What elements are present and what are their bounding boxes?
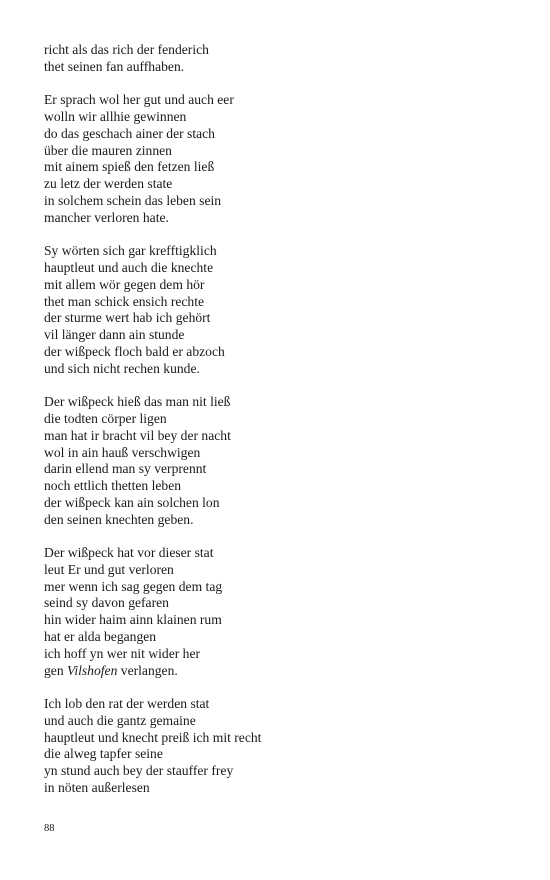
poem-line: thet seinen fan auffhaben. — [44, 58, 185, 74]
poem-line-vilshofen — [44, 663, 514, 680]
poem-line: und auch die gantz gemaine — [44, 712, 196, 728]
poem-line: man hat ir bracht vil bey der nacht — [44, 427, 231, 443]
poem-line: mit ainem spieß den fetzen ließ — [44, 159, 215, 175]
stanza-4 — [44, 394, 514, 528]
poem-line: zu letz der werden state — [44, 176, 173, 192]
poem-line: Ich lob den rat der werden stat — [44, 696, 210, 712]
line-prefix: gen — [44, 662, 68, 678]
poem-line: der wißpeck floch bald er abzoch — [44, 343, 225, 359]
poem-line: hin wider haim ainn klainen rum — [44, 612, 222, 628]
poem-line: den seinen knechten geben. — [44, 511, 194, 527]
poem-line: seind sy davon gefaren — [44, 595, 169, 611]
page-number: 88 — [44, 823, 55, 834]
poem-line: yn stund auch bey der stauffer frey — [44, 763, 234, 779]
poem-line: mit allem wör gegen dem hör — [44, 276, 205, 292]
poem-line: richt als das rich der fenderich — [44, 42, 209, 57]
poem-line: ich hoff yn wer nit wider her — [44, 645, 201, 661]
stanza-2 — [44, 92, 514, 226]
line-suffix: verlangen. — [117, 662, 178, 678]
poem-line: die alweg tapfer seine — [44, 746, 163, 762]
place-name-italic: Vilshofen — [67, 662, 118, 678]
poem-line: wol in ain hauß verschwigen — [44, 444, 201, 460]
poem-line: Der wißpeck hieß das man nit ließ — [44, 394, 231, 410]
poem-line: leut Er und gut verloren — [44, 561, 174, 577]
poem-line: in nöten außerlesen — [44, 780, 150, 796]
poem-line: hat er alda begangen — [44, 629, 157, 645]
poem-line: hauptleut und knecht preiß ich mit recht — [44, 729, 262, 745]
poem-line: mer wenn ich sag gegen dem tag — [44, 578, 223, 594]
poem-line: über die mauren zinnen — [44, 142, 172, 158]
poem-line: Sy wörten sich gar krefftigklich — [44, 243, 217, 259]
poem-line: mancher verloren hate. — [44, 209, 169, 225]
poem-text — [44, 42, 514, 813]
poem-line: die todten cörper ligen — [44, 410, 167, 426]
poem-line: noch ettlich thetten leben — [44, 478, 182, 494]
poem-line: thet man schick ensich rechte — [44, 293, 205, 309]
poem-line: wolln wir allhie gewinnen — [44, 108, 187, 124]
stanza-1 — [44, 42, 514, 76]
poem-line: Er sprach wol her gut und auch eer — [44, 92, 234, 108]
stanza-3 — [44, 243, 514, 377]
poem-line: Der wißpeck hat vor dieser stat — [44, 545, 214, 561]
poem-line: do das geschach ainer der stach — [44, 125, 215, 141]
poem-line: darin ellend man sy verprennt — [44, 461, 207, 477]
poem-line: der sturme wert hab ich gehört — [44, 310, 211, 326]
poem-line: und sich nicht rechen kunde. — [44, 360, 200, 376]
poem-line: hauptleut und auch die knechte — [44, 259, 214, 275]
stanza-6 — [44, 696, 514, 797]
poem-line: der wißpeck kan ain solchen lon — [44, 494, 220, 510]
poem-line: vil länger dann ain stunde — [44, 327, 185, 343]
poem-line: in solchem schein das leben sein — [44, 192, 222, 208]
stanza-5 — [44, 545, 514, 679]
